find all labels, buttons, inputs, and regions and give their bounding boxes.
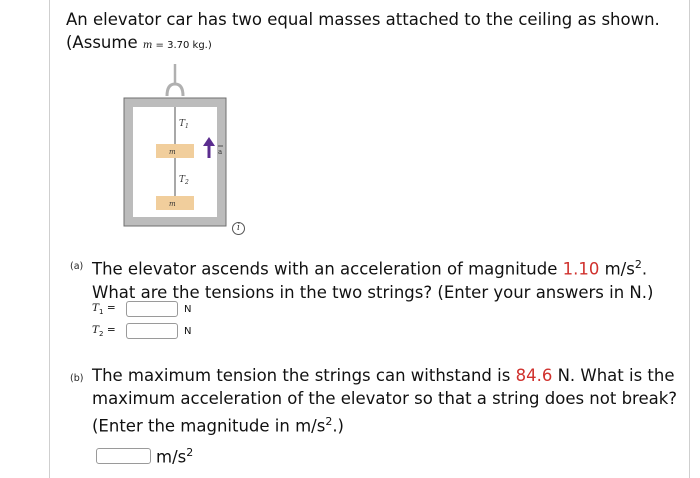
part-b-question: The maximum tension the strings can withstand is 84.6 N. What is the maximum acceleration of the elevator so that a string does not break? (Enter the magnitude in $m/s^2$.) <box>92 366 678 436</box>
mass-top-label: m <box>169 148 176 156</box>
t2-answer-row <box>92 322 191 340</box>
t1-figure-label: $T_1$ <box>179 119 189 130</box>
t2-figure-label: $T_2$ <box>179 175 189 186</box>
t1-answer-row <box>92 300 191 318</box>
t2-input[interactable] <box>126 323 178 339</box>
info-icon[interactable]: i <box>232 222 245 235</box>
part-b-answer-row <box>96 445 193 467</box>
elevator-figure <box>118 64 278 244</box>
problem-statement <box>66 8 676 57</box>
part-a-question: The elevator ascends with an acceleration of magnitude 1.10 $m/s^2$. What are the tensions in the two strings? (Enter your answers in N.) <box>92 258 654 302</box>
t2-unit: N <box>184 325 192 337</box>
t2-answer-label: $T_2$ = <box>92 323 116 339</box>
part-a-label: (a) <box>70 261 84 272</box>
assume-text: (Assume <box>66 33 138 52</box>
part-b <box>70 364 680 438</box>
mass-given: m = 3.70 kg.) <box>142 40 212 51</box>
part-b-label: (b) <box>70 373 84 384</box>
t1-unit: N <box>184 303 192 315</box>
part-a <box>70 253 680 304</box>
max-acceleration-input[interactable] <box>96 448 151 464</box>
t1-input[interactable] <box>126 301 178 317</box>
intro-text: An elevator car has two equal masses attached to the ceiling as shown. <box>66 10 660 29</box>
mass-bottom-label: m <box>169 200 176 208</box>
t1-answer-label: $T_1$ = <box>92 301 116 317</box>
acceleration-label: a <box>218 148 223 156</box>
elevator-hook <box>167 84 183 96</box>
part-a-acceleration-value: 1.10 <box>562 259 600 279</box>
max-acceleration-unit: $m/s^2$ <box>156 445 194 467</box>
part-b-tension-value: 84.6 <box>515 366 553 385</box>
